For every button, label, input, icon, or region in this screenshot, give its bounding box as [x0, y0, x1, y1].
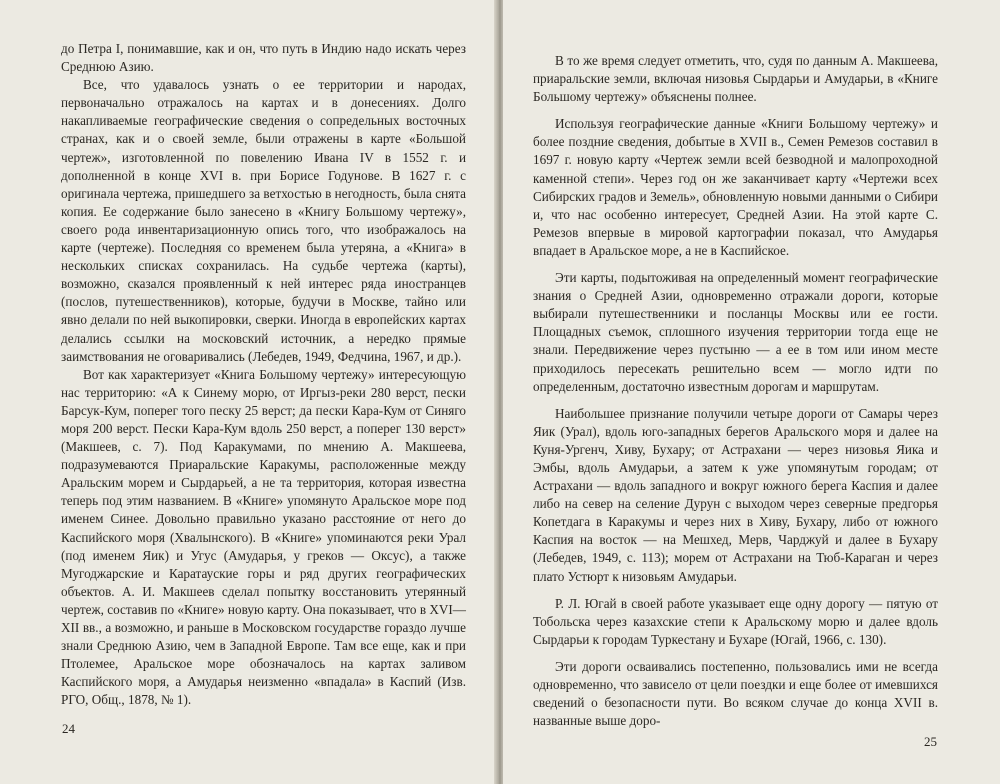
- paragraph: Все, что удавалось узнать о ее территории и народах, первоначально отражалось на картах и в донесениях. Долго накапливаемые географические сведения о сопредельных восточных странах, как и о своей земле, были отражены в карте «Большой чертеж», изготовленной по повелению Ивана IV в 1552 г. и дополненной в конце XVI в. при Борисе Годунове. В 1627 г. с оригинала чертежа, пришедшего за ветхостью в негодность, была снята копия. Ее содержание было занесено в «Книгу Большому чертежу», своего рода инвентаризационную опись того, что изображалось на карте (чертеже). Последняя со временем была утеряна, а «Книга» в нескольких списках сохранилась. На судьбе чертежа (карты), возможно, сказался проявленный к ней интерес ряда иностранцев (послов, путешественников), которые, будучи в Москве, тайно или явно делали по ней выкопировки, сверки. Иногда в европейских картах делались ссылки на московский источник, а нередко прямые заимствования не оговаривались (Лебедев, 1949, Федчина, 1967, и др.).: [61, 77, 466, 364]
- paragraph: Р. Л. Югай в своей работе указывает еще одну дорогу — пятую от Тобольска через казахские степи к Аральскому морю и далее вдоль Сырдарьи к городам Туркестану и Бухаре (Югай, 1966, с. 130).: [533, 595, 938, 647]
- right-page-text: [533, 52, 938, 730]
- paragraph: В то же время следует отметить, что, судя по данным А. Макшеева, приаральские земли, включая низовья Сырдарьи и Амударьи, в «Книге Большому чертежу» объяснены полнее.: [533, 53, 938, 105]
- paragraph: Наибольшее признание получили четыре дороги от Самары через Яик (Урал), вдоль юго-западных берегов Аральского моря и далее на Куня-Ургенч, Хиву, Бухару; от Астрахани — через низовья Яика и Эмбы, вдоль Амударьи, а затем к уже упомянутым городам; от Астрахани — вдоль западного и вокруг южного берега Каспия и далее либо на север на селение Дурун с выходом через северные предгорья Копетдага в Каракумы и через них в Хиву, Бухару, либо от южного Каспия на восток — на Мешхед, Мерв, Чарджуй и далее в Бухару (Лебедев, 1949, с. 113); морем от Астрахани на Тюб-Караган и через плато Устюрт к низовьям Амударьи.: [533, 405, 938, 584]
- paragraph: Эти карты, подытоживая на определенный момент географические знания о Средней Азии, одновременно отражали дороги, которые выбирали путешественники и посланцы Москвы или ее гости. Площадных съемок, сплошного изучения территории тогда еще не знали. Передвижение через пустыню — а ее в том или ином месте приходилось пересекать решительно всем — могло идти по определенным, достаточно известным дорогам и маршрутам.: [533, 270, 938, 394]
- right-page: [503, 0, 1000, 784]
- left-page-text: [61, 40, 466, 709]
- page-number: 24: [62, 721, 75, 736]
- paragraph: Используя географические данные «Книги Большому чертежу» и более поздние сведения, добытые в XVII в., Семен Ремезов составил в 1697 г. новую карту «Чертеж земли всей безводной и малопроходной каменной степи». Через год он же заканчивает карту «Чертежи всех Сибирских градов и Земель», обновленную новыми данными о Сибири и, что нас особенно интересует, Средней Азии. На этой карте С. Ремезов впервые в мировой картографии показал, что Амударья впадает в Аральское море, а не в Каспийское.: [533, 116, 938, 258]
- left-page: [0, 0, 497, 784]
- paragraph: Вот как характеризует «Книга Большому чертежу» интересующую нас территорию: «А к Синему морю, от Иргыз-реки 280 верст, пески Барсук-Кум, поперег того песку 25 верст; да пески Кара-Кум от Синяго моря 200 верст. Пески Кара-Кум вдоль 250 верст, а поперег 130 верст» (Макшеев, с. 7). Под Каракумами, по мнению А. Макшеева, подразумеваются Приаральские Каракумы, расположенные между Аральским морем и Сырдарьей, а не та территория, которая известна теперь под этим названием. В «Книге» упомянуто Аральское море под именем Синее. Довольно правильно указано расстояние от него до Каспийского моря (Хвалынского). В «Книге» упоминаются реки Урал (под именем Яик) и Угус (Амударья, у греков — Оксус), а также Мугоджарские и Каратауские горы и ряд других географических объектов. А. И. Макшеев сделал попытку восстановить утерянный чертеж, составив по «Книге» новую карту. Она показывает, что в XVI—XII вв., а возможно, и раньше в Московском государстве гораздо лучше знали Среднюю Азию, чем в Западной Европе. Там все еще, как и при Птолемее, Аральское море обозначалось на картах заливом Каспийского моря, а Амударья неизменно «впадала» в Каспий (Изв. РГО, Общ., 1878, № 1).: [61, 366, 466, 708]
- paragraph: Эти дороги осваивались постепенно, пользовались ими не всегда одновременно, что зависело от цели поездки и еще более от имевшихся сведений о безопасности пути. Во всяком случае до конца XVII в. названные выше доро-: [533, 658, 938, 729]
- page-number: 25: [924, 734, 937, 749]
- paragraph: до Петра I, понимавшие, как и он, что путь в Индию надо искать через Среднюю Азию.: [61, 41, 466, 75]
